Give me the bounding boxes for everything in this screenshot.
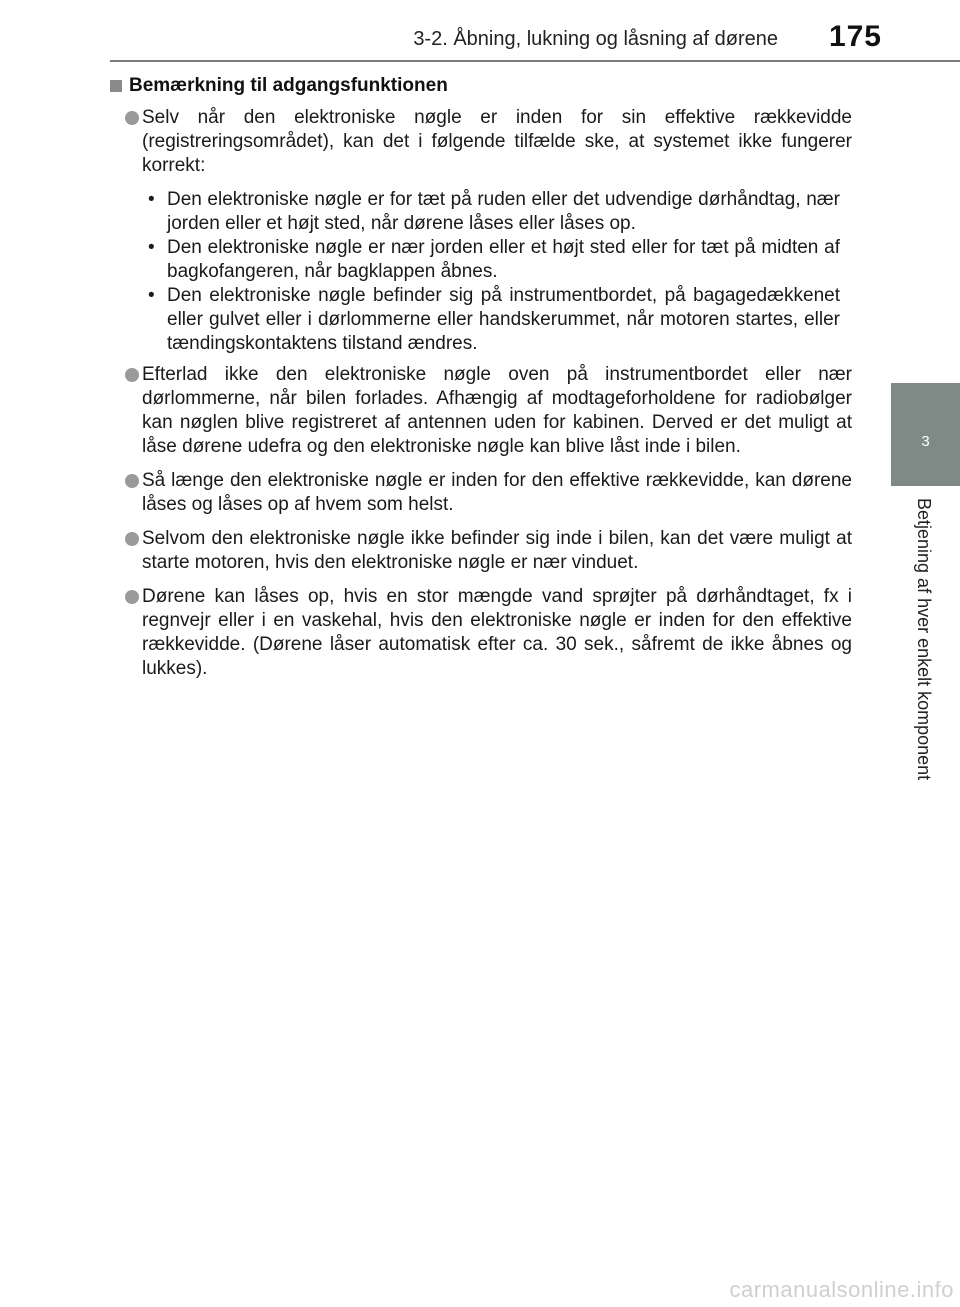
sub-list-item-text: Den elektroniske nøgle er for tæt på ruden eller det udvendige dørhåndtag, nær jorden eller et højt sted, når dørene låses eller låses op.: [167, 189, 840, 234]
list-item-text: Dørene kan låses op, hvis en stor mængde vand sprøjter på dørhåndtaget, fx i regnvejr eller i en vaskehal, hvis den elektroniske nøgle er inden for den effektive rækkevidde. (Dørene låser automatisk efter ca. 30 sek., såfremt de ikke åbnes og lukkes).: [142, 586, 852, 679]
section-heading-text: Bemærkning til adgangsfunktionen: [129, 75, 448, 96]
sub-list-item-text: Den elektroniske nøgle befinder sig på instrumentbordet, på bagagedækkenet eller gulvet eller i dørlommerne eller handskerummet, når motoren startes, eller tændingskontaktens tilstand ændres.: [167, 285, 840, 354]
sub-list-item: [142, 284, 852, 356]
sub-list-item: [142, 236, 852, 284]
sub-list: [142, 188, 852, 356]
list-item-text: Selv når den elektroniske nøgle er inden for sin effektive rækkevidde (registreringsområdet), kan det i følgende tilfælde ske, at systemet ikke fungerer korrekt:: [142, 107, 852, 176]
square-bullet-icon: [110, 80, 122, 92]
page-number: 175: [828, 20, 882, 53]
list-item-text: Selvom den elektroniske nøgle ikke befinder sig inde i bilen, kan det være muligt at starte motoren, hvis den elektroniske nøgle er nær vinduet.: [142, 528, 852, 573]
sub-list-item-text: Den elektroniske nøgle er nær jorden eller et højt sted eller for tæt på midten af bagkofangeren, når bagklappen åbnes.: [167, 237, 840, 282]
dot-bullet: •: [148, 237, 155, 258]
sub-list-item: [142, 188, 852, 236]
circle-bullet-icon: [125, 590, 139, 604]
chapter-number: 3: [921, 433, 930, 450]
list-item: [110, 585, 852, 681]
section-title: 3-2. Åbning, lukning og låsning af dørene: [413, 28, 778, 50]
dot-bullet: •: [148, 189, 155, 210]
circle-bullet-icon: [125, 474, 139, 488]
list-item: [110, 527, 852, 575]
list-item: [110, 469, 852, 517]
header-divider: [110, 60, 960, 62]
watermark: carmanualsonline.info: [729, 1277, 954, 1302]
circle-bullet-icon: [125, 111, 139, 125]
list-item: [110, 106, 852, 356]
list-item: [110, 363, 852, 459]
circle-bullet-icon: [125, 368, 139, 382]
chapter-label: Betjening af hver enkelt komponent: [914, 498, 934, 781]
chapter-tab: [891, 383, 960, 486]
circle-bullet-icon: [125, 532, 139, 546]
dot-bullet: •: [148, 285, 155, 306]
list-item-text: Efterlad ikke den elektroniske nøgle oven på instrumentbordet eller nær dørlommerne, når bilen forlades. Afhængig af modtageforholdene for radiobølger kan nøglen blive registreret af antennen uden for kabinen. Derved er det muligt at låse dørene udefra og den elektroniske nøgle kan blive låst inde i bilen.: [142, 364, 852, 457]
section-heading: [110, 72, 852, 100]
list-item-text: Så længe den elektroniske nøgle er inden for den effektive rækkevidde, kan dørene låses og låses op af hvem som helst.: [142, 470, 852, 515]
page-content: [110, 72, 852, 688]
page-header: [0, 0, 960, 62]
chapter-label-area: [891, 486, 960, 816]
